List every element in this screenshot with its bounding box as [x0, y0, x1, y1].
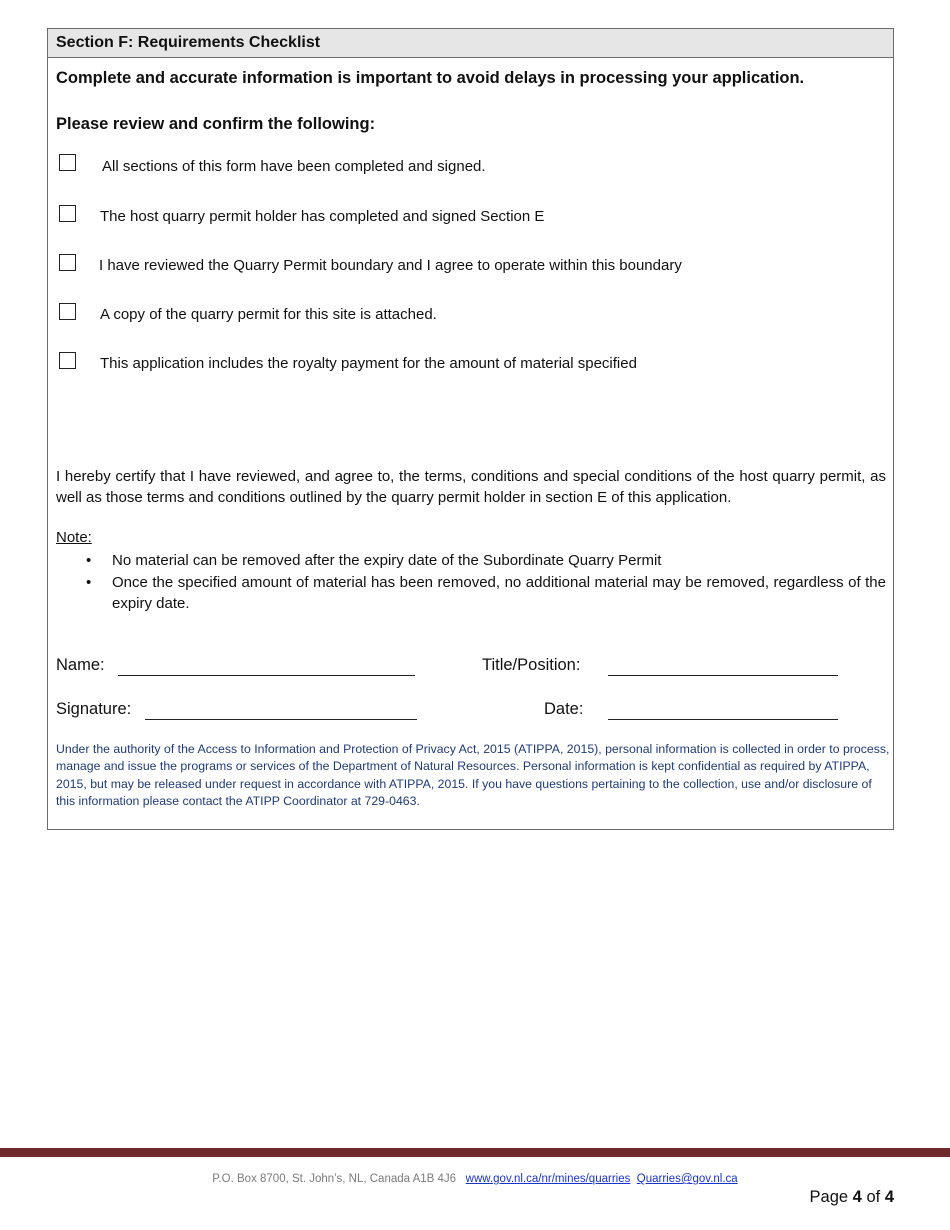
- checklist-item: [59, 303, 859, 327]
- note-bullet-text: Once the specified amount of material has been removed, no additional material may be removed, regardless of the expiry date.: [112, 574, 886, 612]
- signature-label: Signature:: [56, 700, 132, 718]
- bullet-icon: •: [86, 574, 92, 591]
- signature-field[interactable]: [145, 701, 417, 720]
- checklist-item: [59, 205, 859, 229]
- checkbox[interactable]: [59, 254, 76, 271]
- checkbox[interactable]: [59, 154, 76, 171]
- note-label: Note:: [56, 529, 92, 546]
- section-title: Section F: Requirements Checklist: [56, 34, 321, 51]
- title-field[interactable]: [608, 657, 838, 676]
- checklist-label: A copy of the quarry permit for this site is attached.: [100, 306, 437, 323]
- email-link[interactable]: Quarries@gov.nl.ca: [636, 1173, 738, 1185]
- checklist-item: [59, 254, 859, 278]
- checklist-label: All sections of this form have been completed and signed.: [102, 158, 486, 175]
- page-number: [810, 1188, 894, 1207]
- page-total: 4: [884, 1188, 894, 1206]
- footer-address: P.O. Box 8700, St. John’s, NL, Canada A1B 4J6: [212, 1173, 457, 1185]
- section-f-box: [47, 28, 894, 830]
- footer-contact: [0, 1173, 950, 1185]
- list-item: [56, 550, 886, 571]
- list-item: [56, 572, 886, 614]
- checklist-label: This application includes the royalty payment for the amount of material specified: [100, 355, 637, 372]
- date-label: Date:: [544, 700, 584, 718]
- section-header: [48, 29, 893, 58]
- checkbox[interactable]: [59, 205, 76, 222]
- name-field[interactable]: [118, 657, 415, 676]
- note-list: [56, 550, 886, 615]
- checkbox[interactable]: [59, 303, 76, 320]
- checklist-item: [59, 154, 859, 178]
- note-bullet-text: No material can be removed after the expiry date of the Subordinate Quarry Permit: [112, 552, 662, 569]
- page-prefix: Page: [809, 1188, 849, 1206]
- privacy-notice: Under the authority of the Access to Information and Protection of Privacy Act, 2015 (ATIPPA, 2015), personal information is collected in order to process, manage and issue the programs or services of the Department of Natural Resources. Personal information is kept confidential as required by ATIPPA, 2015, but may be released under request in accordance with ATIPPA, 2015. If you have questions pertaining to the collection, use and/or disclosure of this information please contact the ATIPP Coordinator at 729-0463.: [56, 742, 890, 808]
- title-label: Title/Position:: [482, 656, 581, 674]
- review-heading: Please review and confirm the following:: [56, 115, 376, 133]
- page-of: of: [866, 1188, 881, 1206]
- date-field[interactable]: [608, 701, 838, 720]
- checkbox[interactable]: [59, 352, 76, 369]
- checklist-item: [59, 352, 859, 376]
- intro-text: Complete and accurate information is important to avoid delays in processing your application.: [56, 69, 805, 87]
- website-link[interactable]: www.gov.nl.ca/nr/mines/quarries: [465, 1173, 631, 1185]
- bullet-icon: •: [86, 552, 92, 569]
- page-current: 4: [852, 1188, 862, 1206]
- name-label: Name:: [56, 656, 105, 674]
- certification-text: I hereby certify that I have reviewed, and agree to, the terms, conditions and special conditions of the host quarry permit, as well as those terms and conditions outlined by the quarry permit holder in section E of this application.: [56, 468, 886, 506]
- footer-bar: [0, 1148, 950, 1157]
- checklist-label: The host quarry permit holder has completed and signed Section E: [100, 208, 545, 225]
- checklist-label: I have reviewed the Quarry Permit boundary and I agree to operate within this boundary: [99, 257, 682, 274]
